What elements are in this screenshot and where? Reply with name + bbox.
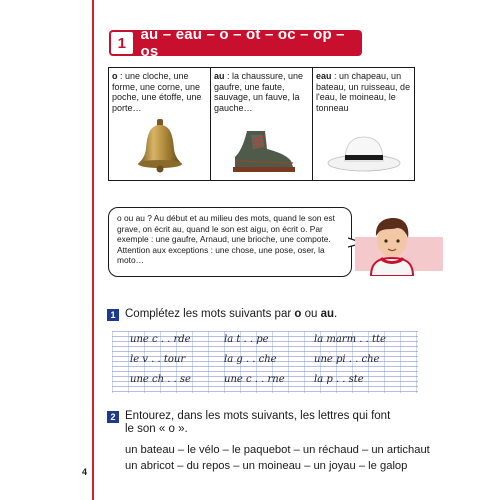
exercise-2-instruction-line-2: le son « o ». xyxy=(125,423,188,435)
bell-illustration xyxy=(109,117,210,175)
rule-cell-au xyxy=(211,68,313,180)
margin-line xyxy=(92,0,94,500)
exercise-2-words-line-2[interactable]: un abricot – du repos – un moineau – un joyau – le galop xyxy=(125,460,408,472)
lesson-title: au – eau – o – ot – oc – op – os xyxy=(140,26,345,60)
fill-word[interactable]: une pi . . che xyxy=(314,354,380,365)
exercise-2-number: 2 xyxy=(107,411,119,423)
lesson-title-bar xyxy=(109,26,362,60)
bubble-text: o ou au ? Au début et au milieu des mots, quand le son est grave, on écrit au, quand le son est aigu, on écrit o. Par exemple : une gaufre, Arnaud, une brioche, une compote. Attention aux exceptions : une chose, une pose, oser, la moto… xyxy=(117,213,335,266)
exercise-2-words-line-1[interactable]: un bateau – le vélo – le paquebot – un réchaud – un artichaut xyxy=(125,444,430,456)
fill-word[interactable]: la marm . . tte xyxy=(314,334,386,345)
fill-word[interactable]: la g . . che xyxy=(224,354,277,365)
writing-lines xyxy=(112,331,418,393)
rule-text-au: au : la chaussure, une gaufre, une faute, sauvage, un fauve, la gauche… xyxy=(214,71,304,113)
fill-word[interactable]: une c . . rne xyxy=(224,374,285,385)
exercise-1-row xyxy=(112,374,418,388)
exercise-1-number: 1 xyxy=(107,309,119,321)
fill-word[interactable]: une ch . . se xyxy=(130,374,191,385)
exercise-1-row xyxy=(112,354,418,368)
rule-speech-bubble xyxy=(108,207,352,277)
exercise-2-instruction-line-1: Entourez, dans les mots suivants, les lettres qui font xyxy=(125,410,391,422)
fill-word[interactable]: le v . . tour xyxy=(130,354,186,365)
exercise-1-instruction: Complétez les mots suivants par o ou au. xyxy=(125,308,338,320)
spelling-rule-table xyxy=(108,67,415,181)
fill-word[interactable]: la t . . pe xyxy=(224,334,269,345)
rule-cell-eau xyxy=(313,68,414,180)
fill-word[interactable]: une c . . rde xyxy=(130,334,191,345)
rule-text-o: o : une cloche, une forme, une corne, une poche, une étoffe, une porte… xyxy=(112,71,202,113)
rule-cell-o xyxy=(109,68,211,180)
hat-illustration xyxy=(313,131,414,175)
boy-illustration xyxy=(363,214,421,281)
fill-word[interactable]: la p . . ste xyxy=(314,374,364,385)
shoe-illustration xyxy=(211,127,312,175)
exercise-1-row xyxy=(112,334,418,348)
rule-text-eau: eau : un chapeau, un bateau, un ruisseau, de l'eau, le moineau, le tonneau xyxy=(316,71,411,113)
page-number: 4 xyxy=(82,467,88,477)
lesson-number: 1 xyxy=(111,32,133,54)
